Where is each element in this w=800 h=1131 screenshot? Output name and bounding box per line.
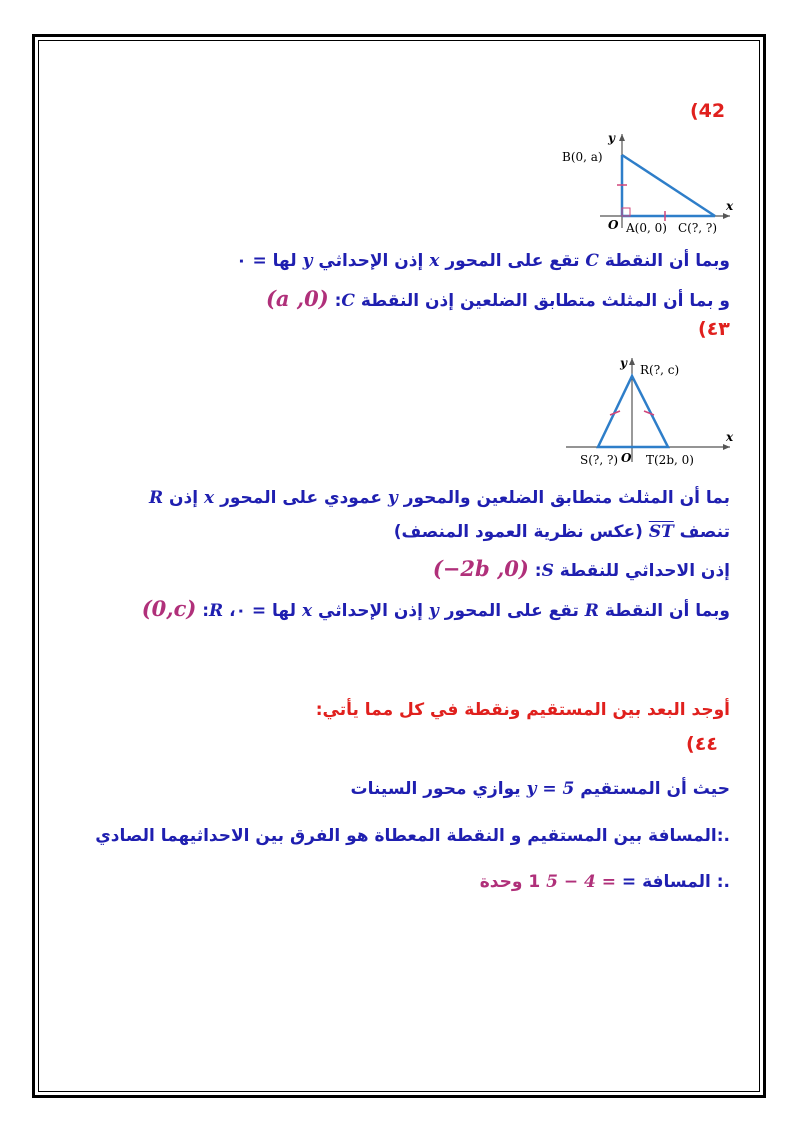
- problem-43-line-2: تنصف ST (عكس نظرية العمود المنصف): [393, 522, 730, 542]
- point-c-coordinates: (a ,0): [265, 286, 329, 311]
- problem-43-line-4: وبما أن النقطة R تقع على المحور y إذن الإحداثي x لها = ٠، R: (0,c): [141, 596, 730, 621]
- point-s-coordinates: (−2b ,0): [432, 556, 529, 581]
- problem-44-line-2: .:المسافة بين المستقيم و النقطة المعطاة هو الفرق بين الاحداثيهما الصادي: [95, 826, 730, 846]
- point-a-label: A(0, 0): [626, 221, 667, 235]
- problem-44-number: (٤٤: [686, 733, 718, 755]
- distance-unit: وحدة: [479, 872, 523, 892]
- origin-label-43: O: [621, 451, 632, 465]
- x-axis-label: x: [726, 199, 734, 213]
- problem-43-line-1: بما أن المثلث متطابق الضلعين والمحور y عمودي على المحور x إذن R: [148, 488, 730, 508]
- point-r-label: R(?, c): [640, 363, 680, 377]
- point-c-label: C(?, ?): [678, 221, 718, 235]
- problem-44-line-1: حيث أن المستقيم y = 5 يوازي محور السينات: [350, 779, 730, 799]
- problem-44-line-3: .: المسافة = 5 − 4 = 1 وحدة: [479, 872, 730, 892]
- line-equation: y = 5: [526, 779, 575, 799]
- problem-42-line-2: و بما أن المثلث متطابق الضلعين إذن النقطة C: (a ,0): [265, 286, 730, 311]
- point-t-label: T(2b, 0): [646, 453, 694, 467]
- section-heading: أوجد البعد بين المستقيم ونقطة في كل مما يأتي:: [315, 700, 730, 720]
- origin-label: O: [608, 218, 619, 232]
- y-axis-label: y: [608, 131, 615, 145]
- point-b-label: B(0, a): [562, 150, 603, 164]
- problem-43-number: (٤٣: [698, 318, 730, 340]
- distance-expression: 5 − 4 =: [546, 872, 616, 892]
- problem-42-diagram: [560, 128, 740, 240]
- problem-42-line-1: وبما أن النقطة C تقع على المحور x إذن الإحداثي y لها = ٠: [236, 251, 730, 271]
- problem-42-number: (42: [690, 100, 726, 122]
- y-axis-label-43: y: [620, 356, 627, 370]
- segment-st: ST: [648, 522, 674, 542]
- distance-result: 1: [528, 872, 541, 892]
- problem-43-diagram: [560, 352, 740, 470]
- point-s-label: S(?, ?): [580, 453, 619, 467]
- point-r-coordinates: (0,c): [141, 596, 197, 621]
- x-axis-label-43: x: [726, 430, 734, 444]
- problem-43-line-3: إذن الاحداثي للنقطة S: (−2b ,0): [432, 556, 730, 581]
